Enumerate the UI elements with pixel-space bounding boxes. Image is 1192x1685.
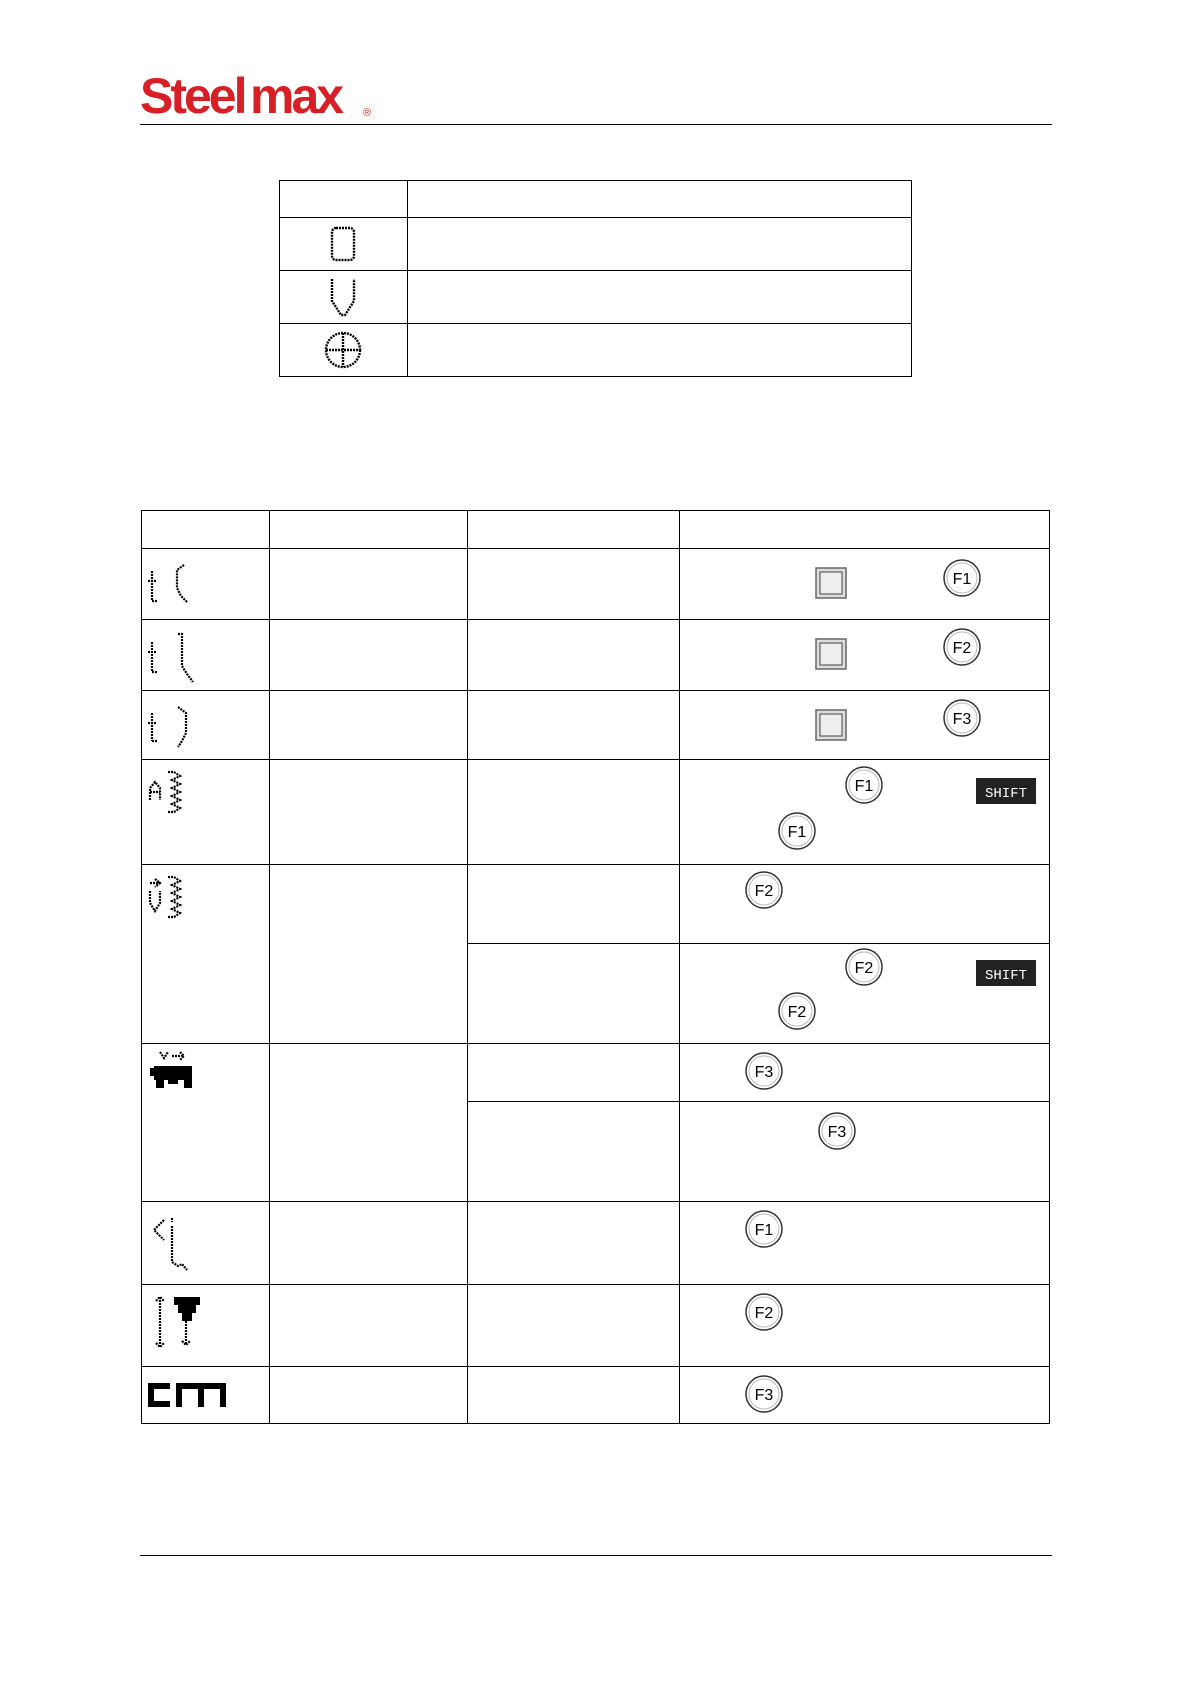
legend-row — [280, 324, 912, 377]
function-row — [142, 760, 1050, 865]
function-cell — [270, 1367, 468, 1424]
svg-text:F2: F2 — [854, 960, 874, 977]
o-bevel-icon — [280, 218, 407, 270]
cm-icon — [142, 1367, 269, 1423]
function-row — [142, 1285, 1050, 1367]
function-cell — [468, 760, 679, 865]
control-cell — [679, 691, 1049, 760]
svg-text:F1: F1 — [854, 778, 874, 795]
function-row — [142, 1202, 1050, 1285]
header-rule — [140, 124, 1052, 125]
svg-text:F2: F2 — [754, 883, 774, 900]
function-cell — [270, 865, 468, 1044]
legend-header-cell — [280, 181, 408, 218]
function-cell — [468, 1044, 679, 1102]
svg-text:F1: F1 — [787, 824, 807, 841]
svg-text:F3: F3 — [827, 1124, 847, 1141]
function-icon-cell — [142, 620, 270, 691]
carriage-speed-icon — [142, 1044, 269, 1124]
function-cell — [468, 1367, 679, 1424]
function-cell — [468, 1285, 679, 1367]
svg-text:®: ® — [363, 107, 372, 119]
svg-text:F1: F1 — [754, 1222, 774, 1239]
function-row — [142, 620, 1050, 691]
function-cell — [468, 1102, 679, 1202]
legend-icon-cell — [280, 218, 408, 271]
function-cell — [270, 620, 468, 691]
svg-text:F3: F3 — [754, 1387, 774, 1404]
icon-legend-table — [279, 180, 912, 377]
function-row — [142, 691, 1050, 760]
control-cell — [679, 1202, 1049, 1285]
legend-header-row — [280, 181, 912, 218]
function-header-cell — [468, 511, 679, 549]
function-icon-cell — [142, 1367, 270, 1424]
steelmax-logo — [140, 68, 380, 123]
shift-key-icon[interactable] — [976, 778, 1036, 804]
function-cell — [468, 620, 679, 691]
svg-text:SHIFT: SHIFT — [984, 968, 1027, 984]
function-cell — [468, 865, 679, 944]
height-arrow-torch-icon — [142, 1285, 269, 1366]
function-cell — [270, 1202, 468, 1285]
stop-button[interactable] — [815, 709, 847, 741]
control-cell — [679, 1285, 1049, 1367]
t-bracket-step-icon — [142, 620, 269, 690]
legend-desc-cell — [408, 271, 912, 324]
function-cell — [468, 691, 679, 760]
a-zigzag-icon — [142, 760, 269, 864]
shift-key-icon[interactable] — [976, 960, 1036, 986]
function-cell — [270, 760, 468, 865]
v-zigzag-icon — [142, 865, 269, 925]
legend-row — [280, 271, 912, 324]
t-bracket-right-icon — [142, 691, 269, 759]
control-cell — [679, 549, 1049, 620]
f2-key-icon[interactable] — [943, 628, 981, 666]
f1-key-icon[interactable] — [845, 766, 883, 804]
control-cell — [679, 944, 1049, 1044]
f1-key-icon[interactable] — [943, 559, 981, 597]
control-cell — [679, 1044, 1049, 1102]
control-cell — [679, 1367, 1049, 1424]
function-cell — [270, 1044, 468, 1202]
f3-key-icon[interactable] — [818, 1112, 856, 1150]
function-icon-cell — [142, 1044, 270, 1202]
function-header-cell — [270, 511, 468, 549]
function-row — [142, 1044, 1050, 1102]
svg-text:F1: F1 — [952, 571, 972, 588]
function-header-row — [142, 511, 1050, 549]
crosshair-icon — [280, 324, 407, 376]
angle-dotted-icon — [142, 1202, 269, 1284]
function-cell — [270, 691, 468, 760]
svg-text:Steel: Steel — [140, 68, 245, 123]
footer-rule — [140, 1555, 1052, 1556]
function-cell — [468, 549, 679, 620]
f2-key-icon[interactable] — [745, 1293, 783, 1331]
function-icon-cell — [142, 1285, 270, 1367]
f3-key-icon[interactable] — [745, 1052, 783, 1090]
legend-row — [280, 218, 912, 271]
function-row — [142, 865, 1050, 944]
legend-desc-cell — [408, 324, 912, 377]
v-bevel-icon — [280, 271, 407, 323]
svg-text:F2: F2 — [952, 640, 972, 657]
control-cell — [679, 620, 1049, 691]
function-row — [142, 1367, 1050, 1424]
legend-icon-cell — [280, 271, 408, 324]
svg-text:SHIFT: SHIFT — [984, 786, 1027, 802]
legend-header-desc — [408, 181, 912, 218]
control-cell — [679, 865, 1049, 944]
svg-text:max: max — [250, 68, 342, 123]
svg-text:F2: F2 — [787, 1004, 807, 1021]
function-icon-cell — [142, 865, 270, 1044]
function-cell — [468, 944, 679, 1044]
function-row — [142, 549, 1050, 620]
control-cell — [679, 760, 1049, 865]
svg-text:F3: F3 — [952, 711, 972, 728]
function-icon-cell — [142, 1202, 270, 1285]
function-cell — [270, 1285, 468, 1367]
f2-key-icon[interactable] — [845, 948, 883, 986]
stop-button[interactable] — [815, 567, 847, 599]
f3-key-icon[interactable] — [745, 1375, 783, 1413]
f1-key-icon[interactable] — [745, 1210, 783, 1248]
function-header-cell — [679, 511, 1049, 549]
function-icon-cell — [142, 691, 270, 760]
svg-text:F3: F3 — [754, 1064, 774, 1081]
f3-key-icon[interactable] — [943, 699, 981, 737]
f1-key-icon[interactable] — [778, 812, 816, 850]
function-icon-cell — [142, 760, 270, 865]
t-bracket-left-icon — [142, 549, 269, 619]
legend-icon-cell — [280, 324, 408, 377]
function-table — [141, 510, 1050, 1424]
function-header-cell — [142, 511, 270, 549]
legend-desc-cell — [408, 218, 912, 271]
svg-text:F2: F2 — [754, 1305, 774, 1322]
function-cell — [270, 549, 468, 620]
control-cell — [679, 1102, 1049, 1202]
function-icon-cell — [142, 549, 270, 620]
f2-key-icon[interactable] — [745, 871, 783, 909]
f2-key-icon[interactable] — [778, 992, 816, 1030]
stop-button[interactable] — [815, 638, 847, 670]
function-cell — [468, 1202, 679, 1285]
